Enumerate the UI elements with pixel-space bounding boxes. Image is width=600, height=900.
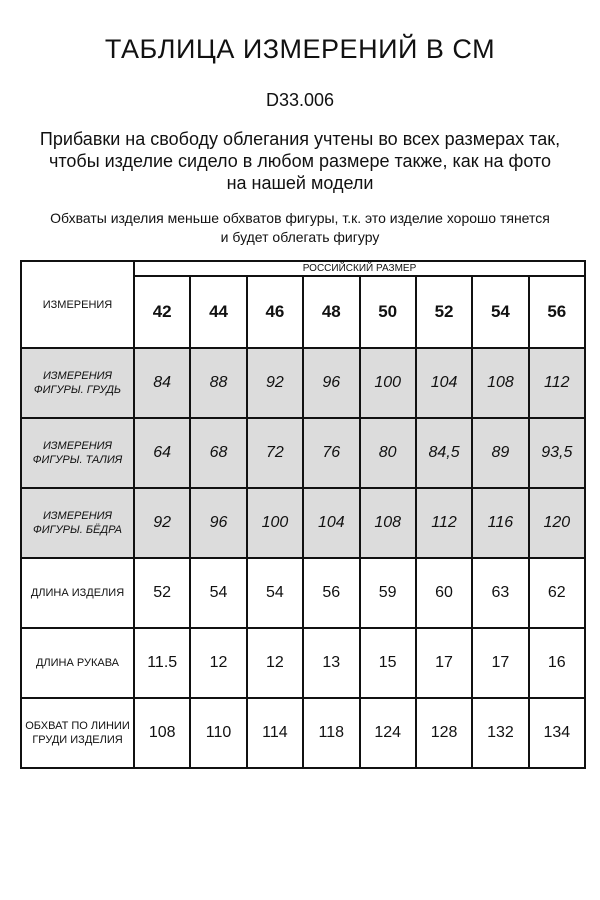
table-row	[21, 698, 585, 768]
row-label: ДЛИНА РУКАВА	[21, 628, 134, 698]
table-cell: 72	[247, 418, 303, 488]
corner-label: ИЗМЕРЕНИЯ	[21, 261, 134, 348]
table-cell: 12	[247, 628, 303, 698]
stretch-note	[0, 209, 600, 247]
fit-description	[0, 128, 600, 194]
table-row	[21, 558, 585, 628]
table-cell: 128	[416, 698, 472, 768]
table-cell: 11.5	[134, 628, 190, 698]
size-header-cell: 42	[134, 276, 190, 348]
table-row	[21, 628, 585, 698]
table-row	[21, 488, 585, 558]
stretch-note-line: Обхваты изделия меньше обхватов фигуры, т.к. это изделие хорошо тянется	[50, 210, 550, 226]
size-header-cell: 50	[360, 276, 416, 348]
table-cell: 108	[360, 488, 416, 558]
row-label: ИЗМЕРЕНИЯ ФИГУРЫ. ТАЛИЯ	[21, 418, 134, 488]
table-row	[21, 348, 585, 418]
table-cell: 118	[303, 698, 359, 768]
table-cell: 84,5	[416, 418, 472, 488]
table-cell: 84	[134, 348, 190, 418]
table-cell: 108	[472, 348, 528, 418]
table-cell: 17	[416, 628, 472, 698]
stretch-note-line: и будет облегать фигуру	[220, 229, 380, 245]
table-cell: 92	[247, 348, 303, 418]
row-label: ИЗМЕРЕНИЯ ФИГУРЫ. ГРУДЬ	[21, 348, 134, 418]
table-cell: 88	[190, 348, 246, 418]
table-cell: 56	[303, 558, 359, 628]
table-cell: 12	[190, 628, 246, 698]
table-cell: 13	[303, 628, 359, 698]
table-cell: 54	[190, 558, 246, 628]
table-cell: 17	[472, 628, 528, 698]
page-title: ТАБЛИЦА ИЗМЕРЕНИЙ В СМ	[104, 34, 496, 64]
size-header-cell: 54	[472, 276, 528, 348]
size-header-cell: 52	[416, 276, 472, 348]
table-cell: 104	[416, 348, 472, 418]
row-label: ИЗМЕРЕНИЯ ФИГУРЫ. БЁДРА	[21, 488, 134, 558]
table-cell: 63	[472, 558, 528, 628]
table-cell: 89	[472, 418, 528, 488]
table-cell: 60	[416, 558, 472, 628]
russian-size-header: РОССИЙСКИЙ РАЗМЕР	[134, 261, 585, 276]
table-cell: 108	[134, 698, 190, 768]
size-header-cell: 46	[247, 276, 303, 348]
table-cell: 16	[529, 628, 585, 698]
size-header-cell: 56	[529, 276, 585, 348]
table-cell: 124	[360, 698, 416, 768]
table-cell: 76	[303, 418, 359, 488]
size-table	[20, 260, 586, 769]
table-cell: 96	[303, 348, 359, 418]
table-cell: 132	[472, 698, 528, 768]
row-label: ОБХВАТ ПО ЛИНИИ ГРУДИ ИЗДЕЛИЯ	[21, 698, 134, 768]
table-cell: 100	[360, 348, 416, 418]
table-cell: 96	[190, 488, 246, 558]
table-cell: 80	[360, 418, 416, 488]
size-table-group-header-row	[21, 261, 585, 276]
table-cell: 92	[134, 488, 190, 558]
size-header-cell: 48	[303, 276, 359, 348]
table-cell: 54	[247, 558, 303, 628]
table-row	[21, 418, 585, 488]
table-cell: 134	[529, 698, 585, 768]
table-cell: 110	[190, 698, 246, 768]
table-cell: 112	[529, 348, 585, 418]
table-cell: 114	[247, 698, 303, 768]
table-cell: 112	[416, 488, 472, 558]
table-cell: 100	[247, 488, 303, 558]
table-cell: 52	[134, 558, 190, 628]
table-cell: 93,5	[529, 418, 585, 488]
product-code: D33.006	[265, 90, 335, 110]
size-header-cell: 44	[190, 276, 246, 348]
row-label: ДЛИНА ИЗДЕЛИЯ	[21, 558, 134, 628]
table-cell: 64	[134, 418, 190, 488]
fit-description-line: Прибавки на свободу облегания учтены во всех размерах так,	[39, 129, 561, 149]
table-cell: 120	[529, 488, 585, 558]
table-cell: 104	[303, 488, 359, 558]
fit-description-line: чтобы изделие сидело в любом размере также, как на фото	[48, 151, 552, 171]
table-cell: 59	[360, 558, 416, 628]
table-cell: 15	[360, 628, 416, 698]
table-cell: 62	[529, 558, 585, 628]
fit-description-line: на нашей модели	[226, 173, 374, 193]
table-cell: 116	[472, 488, 528, 558]
table-cell: 68	[190, 418, 246, 488]
